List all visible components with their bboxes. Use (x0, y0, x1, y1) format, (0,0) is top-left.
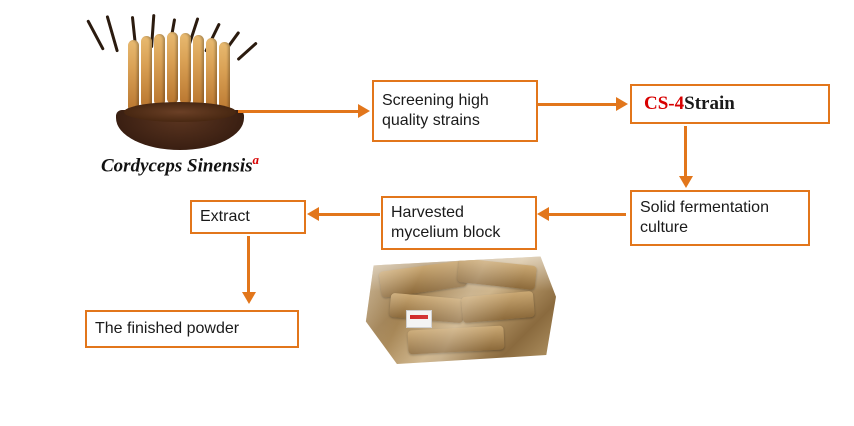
arrow-harvest-to-extract-line (318, 213, 380, 216)
mycelium-photo (362, 252, 556, 364)
cordyceps-photo (88, 14, 278, 154)
node-cs4-label-highlight: CS-4 (644, 93, 685, 115)
arrow-photo-to-screening-line (238, 110, 360, 113)
cordyceps-caption-text: Cordyceps Sinensis (101, 155, 253, 177)
arrow-cs4-to-solid-line (684, 126, 687, 178)
arrow-harvest-to-extract-head (307, 207, 319, 221)
node-powder-label: The finished powder (95, 320, 240, 337)
cordyceps-caption (55, 152, 305, 177)
arrow-screening-to-cs4-head (616, 97, 628, 111)
arrow-solid-to-harvest-head (537, 207, 549, 221)
node-cs4-label: Strain (684, 93, 735, 115)
arrow-extract-to-powder-line (247, 236, 250, 294)
node-solid-fermentation-culture[interactable] (630, 190, 810, 246)
mycelium-chunk (379, 260, 468, 298)
arrow-solid-to-harvest-line (548, 213, 626, 216)
node-cs4-strain[interactable] (630, 84, 830, 124)
node-the-finished-powder[interactable] (85, 310, 299, 348)
node-extract[interactable] (190, 200, 306, 234)
cordyceps-caption-superscript: a (252, 152, 259, 167)
package-label (406, 310, 432, 328)
node-screening-label: Screening high quality strains (382, 92, 489, 129)
arrow-photo-to-screening-head (358, 104, 370, 118)
mycelium-chunk (461, 291, 535, 323)
arrow-screening-to-cs4-line (538, 103, 618, 106)
mycelium-chunk (457, 258, 537, 290)
node-harvested-mycelium-block[interactable] (381, 196, 537, 250)
arrow-cs4-to-solid-head (679, 176, 693, 188)
node-solid-label: Solid fermentation culture (640, 199, 769, 236)
mycelium-chunk (407, 326, 504, 355)
node-harvest-label: Harvested mycelium block (391, 204, 501, 241)
display-stand (116, 110, 244, 150)
arrow-extract-to-powder-head (242, 292, 256, 304)
node-screening-high-quality-strains[interactable] (372, 80, 538, 142)
node-extract-label: Extract (200, 208, 250, 225)
